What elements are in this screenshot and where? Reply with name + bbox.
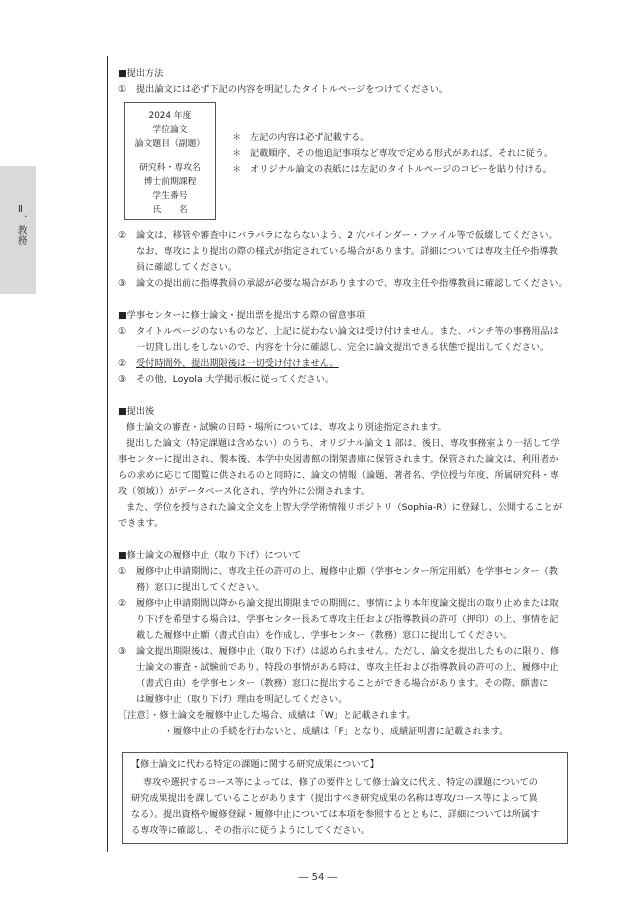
sample-degree: 学位論文 — [152, 125, 188, 135]
chapter-label: Ⅱ．教務 — [15, 204, 26, 245]
item-text: 士論文の審査・試験前であり、特段の事情がある時は、専攻主任および指導教員の許可の上、履修中止 — [136, 662, 559, 673]
sample-course: 博士前期課程 — [143, 177, 197, 187]
paragraph-line: また、学位を授与された論文全文を上智大学学術情報リポジトリ（Sophia-R）に登録し、公開することが — [126, 502, 563, 513]
note-text: 左記の内容は必ず記載する。 — [250, 132, 370, 143]
sample-dept: 研究科・専攻名 — [139, 163, 201, 173]
item-text: その他、Loyola 大学掲示板に従ってください。 — [136, 374, 335, 385]
asterisk-mark: ＊ — [232, 148, 242, 159]
asterisk-mark: ＊ — [232, 164, 242, 175]
margin-rule — [107, 56, 108, 852]
sample-year: 2024 年度 — [148, 111, 192, 121]
chapter-side-tab — [0, 166, 36, 294]
paragraph-line: できます。 — [118, 518, 164, 529]
item-number: ① — [118, 84, 127, 95]
asterisk-mark: ＊ — [232, 132, 242, 143]
page-number: ― 54 ― — [298, 872, 338, 883]
paragraph-line: 提出した論文（特定課題は含めない）のうち、オリジナル論文 1 部は、後日、専攻事務室より一括して学 — [126, 438, 560, 449]
item-text: 履修中止申請期間に、専攻主任の許可の上、履修中止願（学事センター所定用紙）を学事センター（教 — [136, 566, 558, 577]
item-number: ③ — [118, 374, 127, 385]
item-text: 載した履修中止願（書式自由）を作成し、学事センター（教務）窓口に提出してください。 — [136, 630, 513, 641]
item-text: 提出論文には必ず下記の内容を明記したタイトルページをつけてください。 — [136, 84, 449, 95]
info-box-line: なる）。提出資格や履修登録・履修中止については本項を参照するとともに、詳細については所属す — [131, 809, 540, 820]
item-text: 一切貸し出しをしないので、内容を十分に確認し、完全に論文提出できる状態で提出してください。 — [136, 342, 550, 353]
item-text: 論文は、移管や審査中にバラバラにならないよう、2 穴バインダー・ファイル等で仮綴してください。 — [136, 230, 558, 241]
item-text: 論文提出期限後は、履修中止（取り下げ）は認められません。ただし、論文を提出したものに限り、修 — [136, 646, 560, 657]
research-results-info-box — [122, 752, 568, 844]
item-text: り下げを希望する場合は、学事センター長あて専攻主任および指導教員の許可（押印）の上、事情を記 — [136, 614, 559, 625]
deadline-warning-text: 受付時間外、提出期限後は一切受け付けません。 — [136, 358, 339, 369]
info-box-line: 研究成果提出を課していることがあります（提出すべき研究成果の名称は専攻/コース等によって異 — [131, 793, 538, 804]
paragraph-line: 修士論文の審査・試験の日時・場所については、専攻より別途指定されます。 — [126, 422, 447, 433]
item-text: タイトルページのないものなど、上記に従わない論文は受け付けません。また、パンチ等の事務用品は — [136, 326, 559, 337]
item-number: ① — [118, 566, 127, 577]
item-number: ② — [118, 598, 127, 609]
item-text: 員に確認してください。 — [136, 262, 238, 273]
item-text: なお、専攻により提出の際の様式が指定されている場合があります。詳細については専攻主任や指導教 — [136, 246, 558, 257]
submission-method-heading: ■提出方法 — [118, 68, 164, 79]
caution-note: ・履修中止の手続を行わないと、成績は「F」となり、成績証明書に記載されます。 — [164, 726, 509, 737]
item-text: 履修中止申請期間以降から論文提出期限までの期間に、事情により本年度論文提出の取り止めまたは取 — [136, 598, 559, 609]
item-text: は履修中止（取り下げ）理由を明記してください。 — [136, 694, 348, 705]
info-box-title: 【修士論文に代わる特定の課題に関する研究成果について】 — [131, 759, 379, 770]
note-text: 記載順序、その他追記事項など専攻で定める形式があれば、それに従う。 — [250, 148, 554, 159]
withdrawal-heading: ■修士論文の履修中止（取り下げ）について — [118, 550, 302, 561]
submission-notes-heading: ■学事センターに修士論文・提出票を提出する際の留意事項 — [118, 310, 366, 321]
sample-name: 氏 名 — [152, 205, 188, 215]
note-text: オリジナル論文の表紙には左記のタイトルページのコピーを貼り付ける。 — [250, 164, 552, 175]
sample-student-id: 学生番号 — [152, 191, 188, 201]
info-box-line: 専攻や選択するコース等によっては、修了の要件として修士論文に代え、特定の課題についての — [143, 777, 538, 788]
paragraph-line: 事センターに提出され、製本後、本学中央図書館の閉架書庫に保管されます。保管された論文は、利用者か — [118, 454, 559, 465]
info-box-line: る専攻等に確認し、その指示に従うようにしてください。 — [131, 825, 370, 836]
paragraph-line: 攻（領域））がデータベース化され、学内外に公開されます。 — [118, 486, 371, 497]
item-number: ③ — [118, 278, 127, 289]
sample-title: 論文題目（副題） — [134, 139, 206, 149]
title-page-sample-box — [124, 102, 216, 220]
after-submission-heading: ■提出後 — [118, 406, 155, 417]
item-number: ② — [118, 358, 127, 369]
item-number: ① — [118, 326, 127, 337]
item-number: ③ — [118, 646, 127, 657]
item-text: （書式自由）を学事センター（教務）窓口に提出することができる場合があります。その際、願書に — [136, 678, 549, 689]
item-text: 論文の提出前に指導教員の承認が必要な場合がありますので、専攻主任や指導教員に確認してください。 — [136, 278, 568, 289]
caution-note: ［注意］・修士論文を履修中止した場合、成績は「W」と記載されます。 — [118, 710, 416, 721]
item-text: 務）窓口に提出してください。 — [136, 582, 265, 593]
paragraph-line: らの求めに応じて閲覧に供されるのと同時に、論文の情報（論題、著者名、学位授与年度、所属研究科・専 — [118, 470, 559, 481]
item-number: ② — [118, 230, 127, 241]
